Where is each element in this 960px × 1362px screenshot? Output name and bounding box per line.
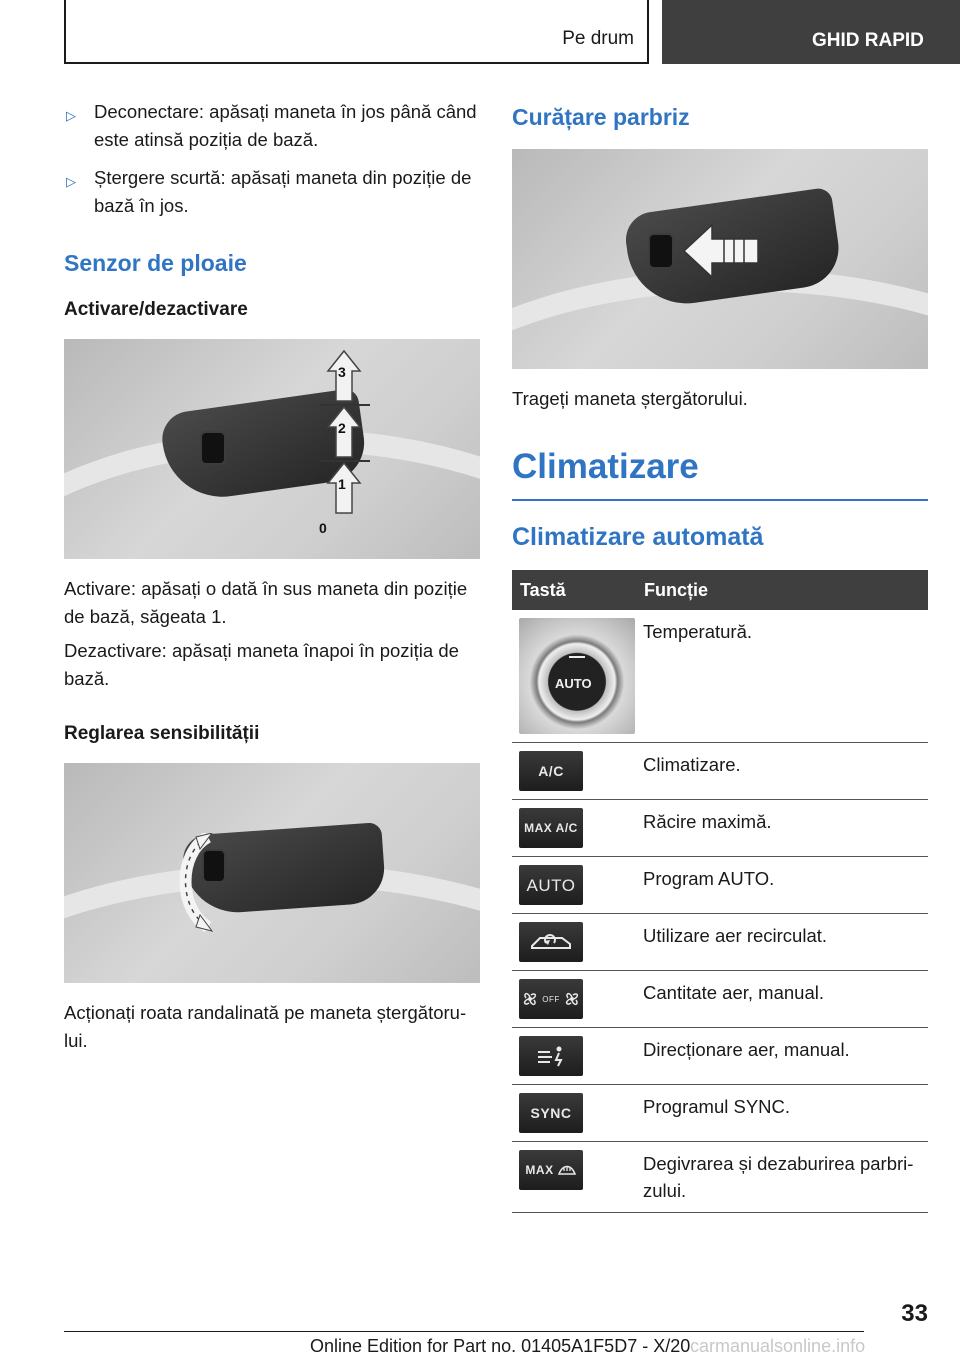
footer-watermark: carmanualsonline.info (690, 1336, 866, 1356)
table-row (512, 743, 928, 800)
rotate-arrows-icon (168, 833, 228, 933)
deactivation-text: Dezactivare: apăsați maneta înapoi în poziția de bază. (64, 640, 459, 689)
function-text: Program AUTO. (640, 857, 928, 914)
max-defrost-icon (519, 1150, 583, 1190)
icon-cell (512, 1142, 640, 1213)
ac-button-icon: A/C (519, 751, 583, 791)
function-text: Temperatură. (640, 610, 928, 743)
auto-button-icon: AUTO (519, 865, 583, 905)
washer-text: Trageți maneta ștergătorului. (512, 388, 748, 409)
right-column (512, 98, 928, 1213)
footer-edition: Online Edition for Part no. 01405A1F5D7 - X/20 (310, 1336, 691, 1356)
function-text: Climatizare. (640, 743, 928, 800)
arrow-label: 2 (338, 420, 346, 436)
header-section-title: Pe drum (562, 28, 634, 49)
footer-divider (64, 1331, 864, 1332)
sync-button-icon: SYNC (519, 1093, 583, 1133)
fan-icon (519, 979, 583, 1019)
air-distribution-icon (519, 1036, 583, 1076)
icon-cell (512, 610, 640, 743)
header-tab: GHID RAPID (662, 0, 960, 64)
rain-sensor-heading: Senzor de ploaie (64, 250, 247, 276)
arrow-label: 0 (319, 520, 327, 536)
rain-sensor-subheading: Activare/dezactivare (64, 299, 248, 320)
recirculation-icon (519, 922, 583, 962)
bullet-text: Ștergere scurtă: apăsați maneta din poziție de bază în jos. (94, 167, 472, 216)
activation-text: Activare: apăsați o dată în sus maneta din poziție de bază, săgeata 1. (64, 578, 468, 627)
temperature-knob-icon (519, 618, 635, 734)
knob-dash (569, 656, 585, 658)
sensitivity-heading: Reglarea sensibilității (64, 723, 260, 744)
fan-off-label: OFF (542, 994, 560, 1004)
function-text: Cantitate aer, manual. (640, 971, 928, 1028)
table-row (512, 800, 928, 857)
climate-title: Climatizare (512, 447, 928, 501)
lever-knob (200, 431, 226, 465)
table-row (512, 1085, 928, 1142)
knob-label: AUTO (555, 676, 592, 691)
arrow-label: 1 (338, 476, 346, 492)
left-column (64, 98, 480, 1061)
icon-cell (512, 914, 640, 971)
auto-climate-heading: Climatizare automată (512, 523, 764, 551)
table-row (512, 971, 928, 1028)
rain-sensor-photo (64, 339, 480, 559)
lever-knob (648, 233, 674, 269)
icon-cell (512, 743, 640, 800)
table-header-key: Tastă (512, 570, 640, 610)
bullet-item (64, 164, 480, 220)
table-header-function: Funcție (640, 570, 928, 610)
sensitivity-text: Acționați roata randalinată pe maneta ștergătoru-lui. (64, 1002, 467, 1051)
arrow-label: 3 (338, 364, 346, 380)
bullet-triangle-icon: ▷ (66, 108, 76, 123)
controls-table (512, 570, 928, 1213)
icon-cell (512, 1028, 640, 1085)
bullet-text: Deconectare: apăsați maneta în jos până când este atinsă poziția de bază. (94, 101, 477, 150)
position-arrows-icon (314, 349, 374, 539)
table-row (512, 1028, 928, 1085)
bullet-triangle-icon: ▷ (66, 174, 76, 189)
function-text: Degivrarea și dezaburirea parbri-zului. (640, 1142, 928, 1213)
table-row (512, 1142, 928, 1213)
max-label: MAX (525, 1162, 554, 1177)
table-row (512, 914, 928, 971)
table-row (512, 857, 928, 914)
icon-cell (512, 1085, 640, 1142)
icon-cell (512, 800, 640, 857)
function-text: Direcționare aer, manual. (640, 1028, 928, 1085)
pull-arrow-icon (682, 221, 762, 281)
max-ac-button-icon: MAX A/C (519, 808, 583, 848)
washer-heading: Curățare parbriz (512, 104, 690, 130)
washer-photo (512, 149, 928, 369)
function-text: Utilizare aer recirculat. (640, 914, 928, 971)
function-text: Răcire maximă. (640, 800, 928, 857)
table-header-row (512, 570, 928, 610)
table-row (512, 610, 928, 743)
page-number: 33 (901, 1300, 928, 1327)
icon-cell (512, 857, 640, 914)
icon-cell (512, 971, 640, 1028)
sensitivity-photo (64, 763, 480, 983)
function-text: Programul SYNC. (640, 1085, 928, 1142)
bullet-item (64, 98, 480, 154)
